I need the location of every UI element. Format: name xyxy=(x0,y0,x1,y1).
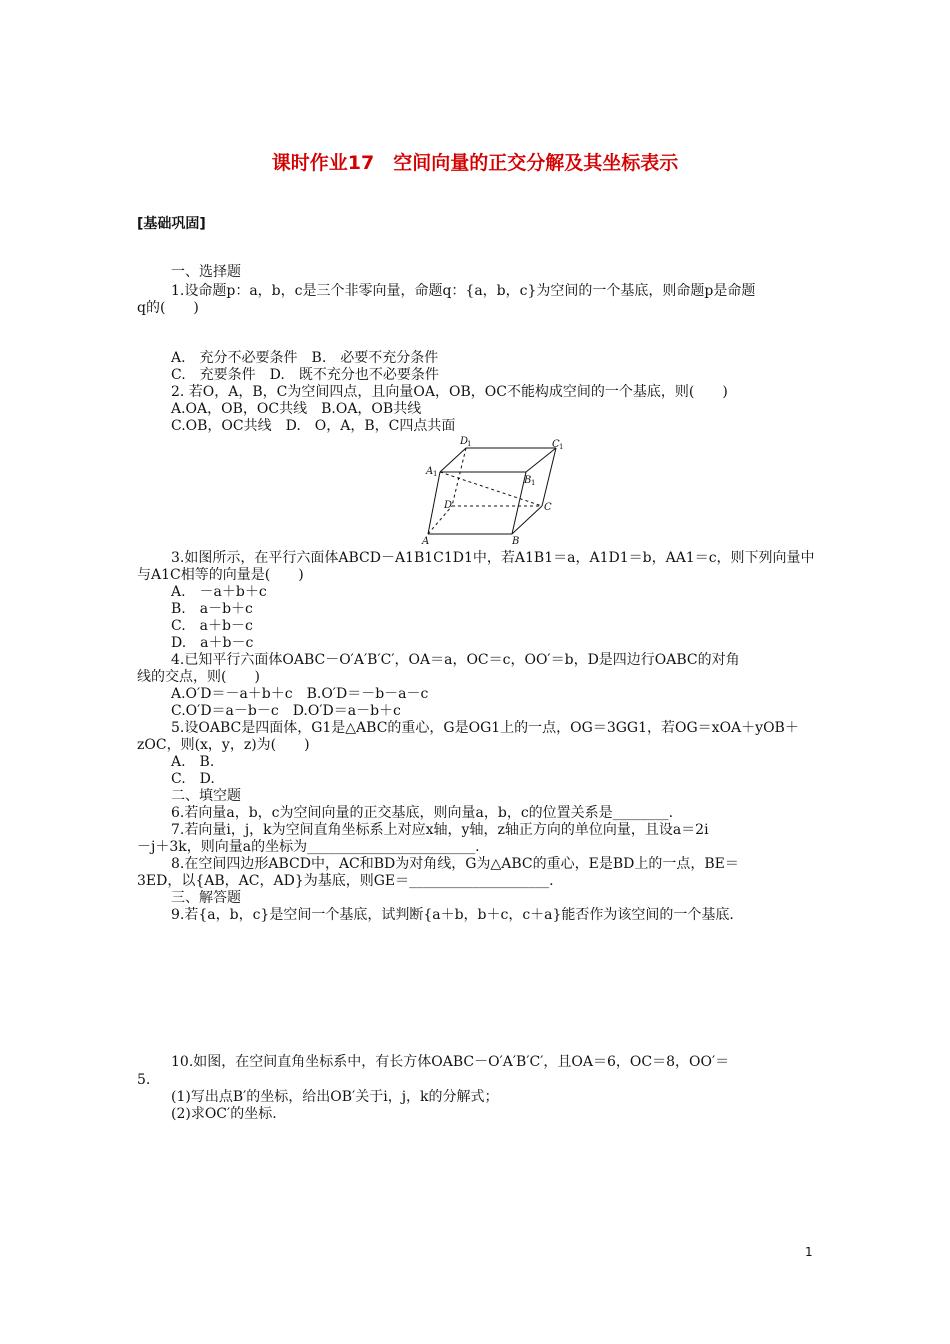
text-line: zOC，则(x，y，z)为( ) xyxy=(137,737,310,753)
text-line: C.O′D＝a－b－c D.O′D＝a－b＋c xyxy=(171,703,401,719)
parallelepiped-figure xyxy=(418,434,568,546)
text-line: B. a－b＋c xyxy=(171,601,253,617)
label-sub: 1 xyxy=(467,440,472,448)
text-line: (2)求OC′的坐标. xyxy=(171,1106,277,1122)
text-line: －j＋3k，则向量a的坐标为________________________. xyxy=(137,839,480,855)
text-line: A.O′D＝－a＋b＋c B.O′D＝－b－a－c xyxy=(171,686,429,702)
label-A1: A xyxy=(426,466,434,477)
text-line: 3.如图所示，在平行六面体ABCD－A1B1C1D1中，若A1B1＝a，A1D1＝b，AA1＝c，则下列向量中 xyxy=(171,550,815,566)
text-line: 与A1C相等的向量是( ) xyxy=(137,567,304,583)
text-line: C. D. xyxy=(171,771,215,787)
text-line: 三、解答题 xyxy=(171,890,241,906)
text-line: 8.在空间四边形ABCD中，AC和BD为对角线，G为△ABC的重心，E是BD上的一点，BE＝ xyxy=(171,856,739,872)
text-line: 9.若{a，b，c}是空间一个基底，试判断{a＋b，b＋c，c＋a}能否作为该空间的一个基底. xyxy=(171,907,734,923)
text-line: C.OB，OC共线 D. O，A，B，C四点共面 xyxy=(171,418,456,434)
text-line: 5.设OABC是四面体，G1是△ABC的重心，G是OG1上的一点，OG＝3GG1，若OG＝xOA＋yOB＋ xyxy=(171,720,799,736)
text-line: A. －a＋b＋c xyxy=(171,584,267,600)
text-line: 二、填空题 xyxy=(171,788,241,804)
label-sub: 1 xyxy=(531,479,536,487)
label-C: C xyxy=(544,502,552,513)
text-line: C. a＋b－c xyxy=(171,618,253,634)
label-sub: 1 xyxy=(559,443,564,451)
text-line: q的( ) xyxy=(137,300,199,316)
label-D1: D xyxy=(460,436,469,447)
text-line: 4.已知平行六面体OABC－O′A′B′C′，OA＝a，OC＝c，OO′＝b，D是四边行OABC的对角 xyxy=(171,652,740,668)
text-line: D. a＋b－c xyxy=(171,635,254,651)
label-B: B xyxy=(512,536,520,546)
text-line: 1.设命题p：a，b，c是三个非零向量，命题q：{a，b，c}为空间的一个基底，则命题p是命题 xyxy=(171,283,756,299)
section-heading: [基础巩固] xyxy=(137,216,206,232)
page-title: 课时作业17 空间向量的正交分解及其坐标表示 xyxy=(271,152,679,174)
text-line: 10.如图，在空间直角坐标系中，有长方体OABC－O′A′B′C′，且OA＝6，OC＝8，OO′＝ xyxy=(171,1054,730,1070)
label-sub: 1 xyxy=(433,470,438,478)
text-line: 5. xyxy=(137,1072,151,1088)
text-line: 6.若向量a，b，c为空间向量的正交基底，则向量a，b，c的位置关系是________. xyxy=(171,805,674,821)
text-line: 2. 若O，A，B，C为空间四点，且向量OA，OB，OC不能构成空间的一个基底，则( ) xyxy=(171,384,728,400)
text-line: (1)写出点B′的坐标，给出OB′关于i，j，k的分解式； xyxy=(171,1089,499,1105)
text-line: 3ED，以{AB，AC，AD}为基底，则GE＝____________________. xyxy=(137,873,554,889)
text-line: 7.若向量i，j，k为空间直角坐标系上对应x轴，y轴，z轴正方向的单位向量，且设a＝2i xyxy=(171,822,709,838)
text-line: 线的交点，则( ) xyxy=(137,669,260,685)
label-C1: C xyxy=(552,439,560,450)
label-B1: B xyxy=(524,475,532,486)
label-A: A xyxy=(422,536,430,546)
text-line: A. B. xyxy=(171,754,215,770)
text-line: A.OA，OB，OC共线 B.OA，OB共线 xyxy=(171,401,422,417)
text-line: A. 充分不必要条件 B. 必要不充分条件 xyxy=(171,350,439,366)
text-line: 一、选择题 xyxy=(171,264,241,280)
label-D: D xyxy=(444,500,453,511)
page-number: 1 xyxy=(805,1245,813,1259)
text-line: C. 充要条件 D. 既不充分也不必要条件 xyxy=(171,367,439,383)
